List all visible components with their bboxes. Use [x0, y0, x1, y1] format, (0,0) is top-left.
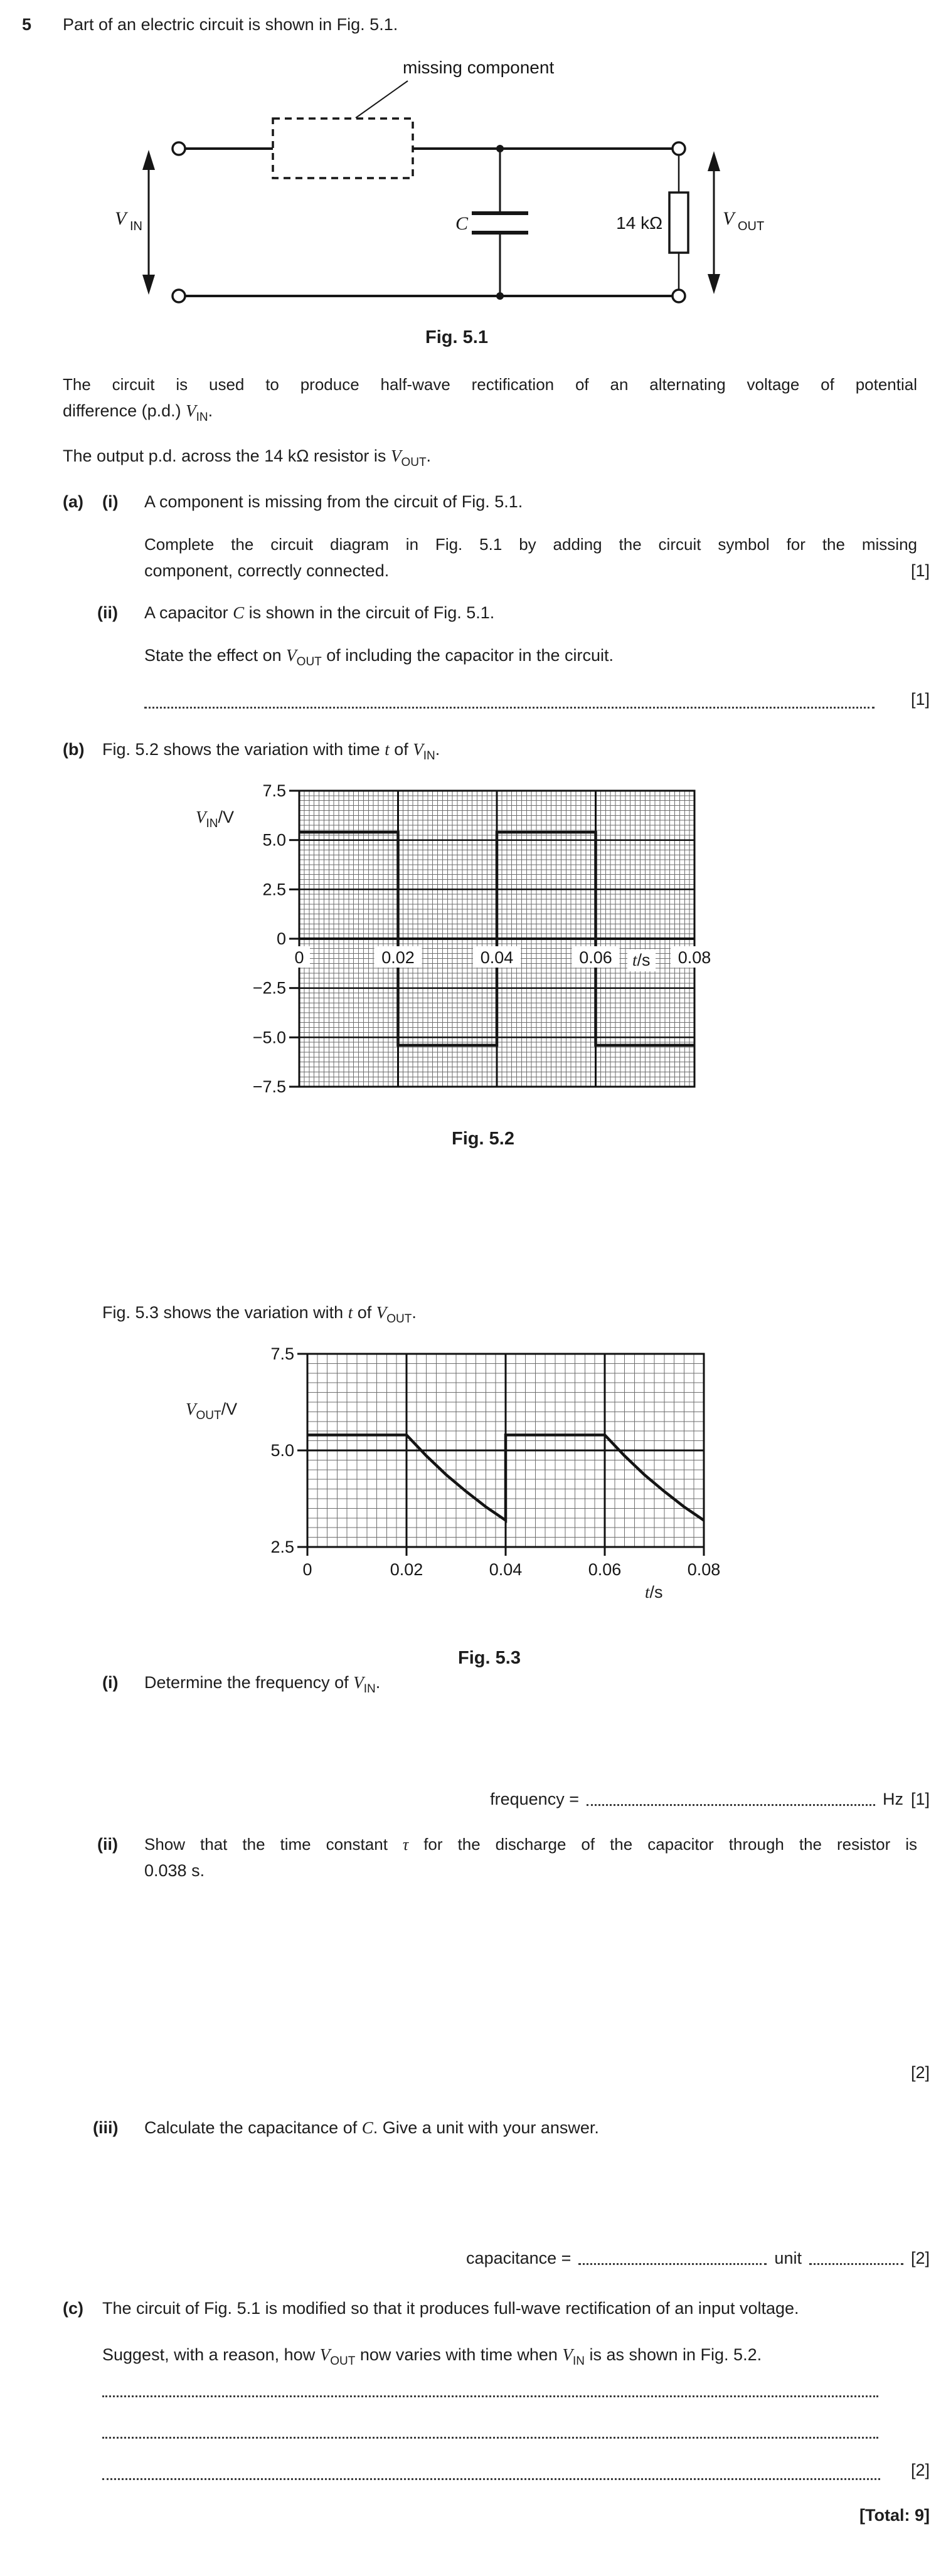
- vin-variable-3: V: [413, 740, 423, 759]
- y-tick-label: −5.0: [252, 1028, 286, 1047]
- y-tick-label: −7.5: [252, 1077, 286, 1096]
- missing-component-leader: [356, 81, 408, 118]
- part-b-ii-text: Show that the time constant: [144, 1835, 403, 1854]
- part-b-iii-label: (iii): [93, 2118, 119, 2137]
- x-tick-label: 0.02: [381, 948, 415, 967]
- fig52-xlabel-unit: /s: [637, 951, 651, 969]
- fig53-xlabel-var: t: [645, 1583, 650, 1602]
- capacitance-answer-line: [578, 2263, 767, 2265]
- fig53-intro-period: .: [412, 1303, 417, 1322]
- terminal-in-top: [173, 142, 185, 155]
- x-tick-label: 0: [302, 1560, 312, 1579]
- answer-line-a-ii: [144, 707, 875, 709]
- terminal-out-top: [673, 142, 685, 155]
- intro-para-period: .: [208, 401, 213, 420]
- part-a-i-complete-line1: Complete the circuit diagram in Fig. 5.1 by adding the circuit symbol for the missing: [144, 535, 917, 554]
- fig53-ylabel-var: V: [186, 1400, 196, 1418]
- graph-fig53: [270, 1344, 720, 1579]
- part-c-label: (c): [63, 2299, 83, 2318]
- part-b-ii-label: (ii): [97, 1835, 118, 1854]
- x-tick-label: 0.08: [687, 1560, 721, 1579]
- intro-para-line2-text: difference (p.d.): [63, 401, 186, 420]
- y-tick-label: 0: [276, 929, 286, 948]
- capacitor-label: C: [455, 213, 468, 234]
- tau-variable: τ: [402, 1835, 409, 1854]
- x-tick-label: 0.04: [480, 948, 514, 967]
- vout-subscript-4: OUT: [330, 2355, 356, 2368]
- fig53-ylabel-sub: OUT: [196, 1409, 221, 1422]
- graph-fig52: [253, 781, 718, 1096]
- part-a-label: (a): [63, 492, 83, 511]
- answer-line-c-2: [102, 2437, 878, 2439]
- frequency-answer-line: [587, 1804, 875, 1806]
- fig53-intro-of: of: [353, 1303, 376, 1322]
- part-b-ii-rest: for the discharge of the capacitor through the resistor is: [408, 1835, 917, 1854]
- vin-subscript: IN: [196, 411, 208, 424]
- vout-subscript: OUT: [401, 456, 427, 469]
- capacitor-variable-2: C: [361, 2118, 373, 2137]
- frequency-answer-row: [490, 1790, 930, 1809]
- part-a-ii-q2-rest: of including the capacitor in the circuit.: [321, 646, 614, 665]
- t-variable-2: t: [348, 1303, 353, 1322]
- terminal-in-bottom: [173, 290, 185, 302]
- t-variable: t: [385, 740, 390, 759]
- part-b-intro: [102, 740, 440, 761]
- vout-variable: V: [390, 446, 401, 465]
- x-tick-label: 0.06: [579, 948, 612, 967]
- frequency-unit: Hz: [882, 1790, 903, 1808]
- part-b-i-text: Determine the frequency of: [144, 1673, 354, 1692]
- intro-para-line1: The circuit is used to produce half-wave rectification of an alternating voltage of potential: [63, 375, 917, 394]
- part-b-iii-text: Calculate the capacitance of: [144, 2118, 362, 2137]
- part-b-iii-mark: [2]: [910, 2249, 930, 2267]
- capacitance-answer-row: [466, 2249, 930, 2268]
- output-para-period: .: [426, 446, 432, 465]
- part-b-i-question: [144, 1673, 380, 1694]
- capacitance-unit-label: unit: [774, 2249, 802, 2267]
- terminal-out-bottom: [673, 290, 685, 302]
- question-intro: Part of an electric circuit is shown in Fig. 5.1.: [63, 15, 398, 34]
- part-b-iii-question: [144, 2118, 599, 2138]
- part-a-ii-q1-text: A capacitor: [144, 603, 233, 622]
- y-tick-label: 2.5: [262, 880, 286, 899]
- total-marks: [Total: 9]: [859, 2506, 930, 2525]
- vout-arrowhead-down-icon: [708, 274, 720, 294]
- part-b-i-label: (i): [102, 1673, 119, 1692]
- vin-variable: V: [186, 401, 196, 420]
- part-a-i-label: (i): [102, 492, 119, 511]
- fig53-caption: Fig. 5.3: [458, 1648, 521, 1668]
- vin-arrowhead-up-icon: [142, 150, 155, 170]
- vin-variable-4: V: [353, 1673, 364, 1692]
- answer-line-c-1: [102, 2395, 878, 2397]
- intro-para-line2: [63, 401, 213, 423]
- vout-subscript-2: OUT: [296, 655, 322, 668]
- part-a-ii-q2-text: State the effect on: [144, 646, 287, 665]
- capacitor-variable: C: [233, 603, 245, 622]
- y-tick-label: 5.0: [262, 830, 286, 850]
- capacitance-label: capacitance =: [466, 2249, 572, 2267]
- fig52-ylabel-sub: IN: [206, 817, 218, 830]
- missing-component-label: missing component: [403, 58, 555, 77]
- part-c-l2-rest: is as shown in Fig. 5.2.: [584, 2345, 762, 2364]
- part-a-ii-q1-rest: is shown in the circuit of Fig. 5.1.: [244, 603, 495, 622]
- vout-label-var: V: [723, 208, 735, 229]
- part-a-ii-mark: [1]: [910, 690, 930, 709]
- vin-subscript-5: IN: [572, 2355, 585, 2368]
- part-c-mark: [2]: [910, 2461, 930, 2479]
- vout-variable-4: V: [319, 2345, 331, 2364]
- part-b-ii-mark: [2]: [910, 2063, 930, 2082]
- part-a-ii-q1: [144, 603, 494, 623]
- part-a-i-question: A component is missing from the circuit of Fig. 5.1.: [144, 492, 523, 511]
- frequency-label: frequency =: [490, 1790, 579, 1808]
- vin-arrowhead-down-icon: [142, 275, 155, 295]
- fig52-ylabel-var: V: [196, 808, 206, 826]
- fig53-ylabel-unit: /V: [221, 1400, 238, 1418]
- y-tick-label: 2.5: [270, 1538, 294, 1556]
- part-b-ii-line1: [144, 1835, 917, 1854]
- part-c-line2: [102, 2345, 762, 2367]
- fig53-xlabel-unit: /s: [649, 1583, 663, 1602]
- capacitance-unit-line: [809, 2263, 903, 2265]
- answer-line-c-3: [102, 2478, 880, 2480]
- resistor-label: 14 kΩ: [616, 213, 662, 233]
- output-para: [63, 446, 431, 468]
- missing-component-box: [273, 119, 413, 178]
- fig53-xlabel: [645, 1583, 663, 1602]
- fig52-caption: Fig. 5.2: [452, 1129, 514, 1149]
- part-b-ii-line2: 0.038 s.: [144, 1861, 205, 1880]
- x-tick-label: 0: [294, 948, 304, 967]
- vout-variable-3: V: [376, 1303, 387, 1322]
- part-b-i-period: .: [375, 1673, 381, 1692]
- part-c-line1: The circuit of Fig. 5.1 is modified so that it produces full-wave rectification of an input voltage.: [102, 2299, 799, 2318]
- fig52-xlabel-var: t: [632, 951, 637, 969]
- y-tick-label: 5.0: [270, 1441, 294, 1460]
- part-b-label: (b): [63, 740, 85, 759]
- part-a-i-complete-line2: component, correctly connected.: [144, 561, 390, 580]
- question-number: 5: [22, 15, 32, 34]
- vin-label-var: V: [115, 208, 127, 229]
- part-b-iii-rest: . Give a unit with your answer.: [373, 2118, 599, 2137]
- vout-label-sub: OUT: [738, 219, 765, 233]
- circuit-fig51: [115, 58, 764, 302]
- fig52-ylabel-unit: /V: [218, 808, 235, 826]
- part-c-l2-text: Suggest, with a reason, how: [102, 2345, 320, 2364]
- part-b-intro-period: .: [435, 740, 440, 759]
- x-tick-label: 0.06: [588, 1560, 622, 1579]
- part-a-ii-label: (ii): [97, 603, 118, 622]
- resistor-symbol: [669, 193, 688, 253]
- fig51-caption: Fig. 5.1: [425, 327, 488, 347]
- vout-variable-2: V: [286, 646, 297, 665]
- fig53-ylabel: [186, 1400, 238, 1422]
- fig52-xlabel: [627, 949, 656, 971]
- fig52-ylabel: [196, 808, 235, 830]
- vin-variable-5: V: [562, 2345, 573, 2364]
- part-b-intro-text: Fig. 5.2 shows the variation with time: [102, 740, 385, 759]
- vin-subscript-3: IN: [423, 749, 435, 763]
- part-a-ii-q2: [144, 646, 614, 667]
- output-para-text: The output p.d. across the 14 kΩ resistor is: [63, 446, 391, 465]
- x-tick-label: 0.02: [390, 1560, 423, 1579]
- part-b-intro-of: of: [389, 740, 413, 759]
- y-tick-label: 7.5: [262, 781, 286, 800]
- vout-arrowhead-up-icon: [708, 151, 720, 171]
- vin-subscript-4: IN: [363, 1682, 376, 1696]
- fig53-intro-text: Fig. 5.3 shows the variation with: [102, 1303, 348, 1322]
- fig53-intro: [102, 1303, 417, 1324]
- part-c-l2-mid: now varies with time when: [355, 2345, 563, 2364]
- part-a-i-mark: [1]: [910, 561, 930, 580]
- x-tick-label: 0.08: [678, 948, 711, 967]
- vout-subscript-3: OUT: [386, 1312, 412, 1326]
- part-b-i-mark: [1]: [910, 1790, 930, 1808]
- x-tick-label: 0.04: [489, 1560, 523, 1579]
- vin-label-sub: IN: [130, 219, 142, 233]
- y-tick-label: 7.5: [270, 1344, 294, 1363]
- y-tick-label: −2.5: [252, 978, 286, 998]
